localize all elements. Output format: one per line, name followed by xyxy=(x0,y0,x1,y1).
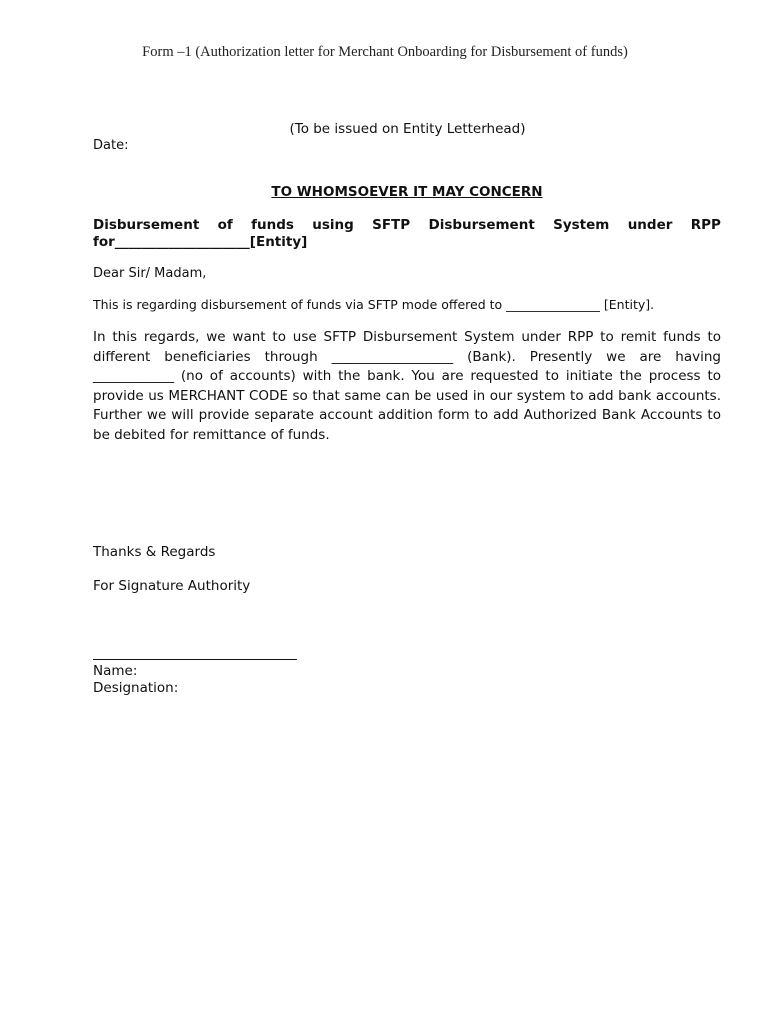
salutation: Dear Sir/ Madam, xyxy=(93,266,207,281)
designation-label: Designation: xyxy=(93,680,179,696)
name-label: Name: xyxy=(93,663,138,679)
closing: Thanks & Regards xyxy=(93,544,216,560)
signature-authority: For Signature Authority xyxy=(93,578,251,594)
paragraph-intro: This is regarding disbursement of funds via SFTP mode offered to _______________ [Entity]. xyxy=(93,297,655,312)
subject-word: Disbursement xyxy=(93,217,200,233)
letter-heading: TO WHOMSOEVER IT MAY CONCERN xyxy=(271,184,543,200)
subject-word: using xyxy=(312,217,354,233)
signature-line xyxy=(93,659,297,660)
subject-word: RPP xyxy=(690,217,721,233)
subject-word: System xyxy=(553,217,610,233)
subject-word: Disbursement xyxy=(428,217,535,233)
subject-word: under xyxy=(627,217,673,233)
subject-line xyxy=(93,217,721,251)
paragraph-body: In this regards, we want to use SFTP Disbursement System under RPP to remit funds to different beneficiaries through __________________ (Bank). Presently we are having ____________ (no of accounts) with the bank. You are requested to initiate the process to provide us MERCHANT CODE so that same can be used in our system to add bank accounts. Further we will provide separate account addition form to add Authorized Bank Accounts to be debited for remittance of funds. xyxy=(93,329,721,443)
subject-word: SFTP xyxy=(372,217,411,233)
subject-word: funds xyxy=(251,217,294,233)
date-label: Date: xyxy=(93,138,129,153)
subject-line-2: for____________________[Entity] xyxy=(93,234,308,250)
subject-word: of xyxy=(217,217,233,233)
subject-line-1 xyxy=(93,217,721,234)
form-title: Form –1 (Authorization letter for Merchant Onboarding for Disbursement of funds) xyxy=(142,44,628,60)
letterhead-note: (To be issued on Entity Letterhead) xyxy=(289,121,526,137)
